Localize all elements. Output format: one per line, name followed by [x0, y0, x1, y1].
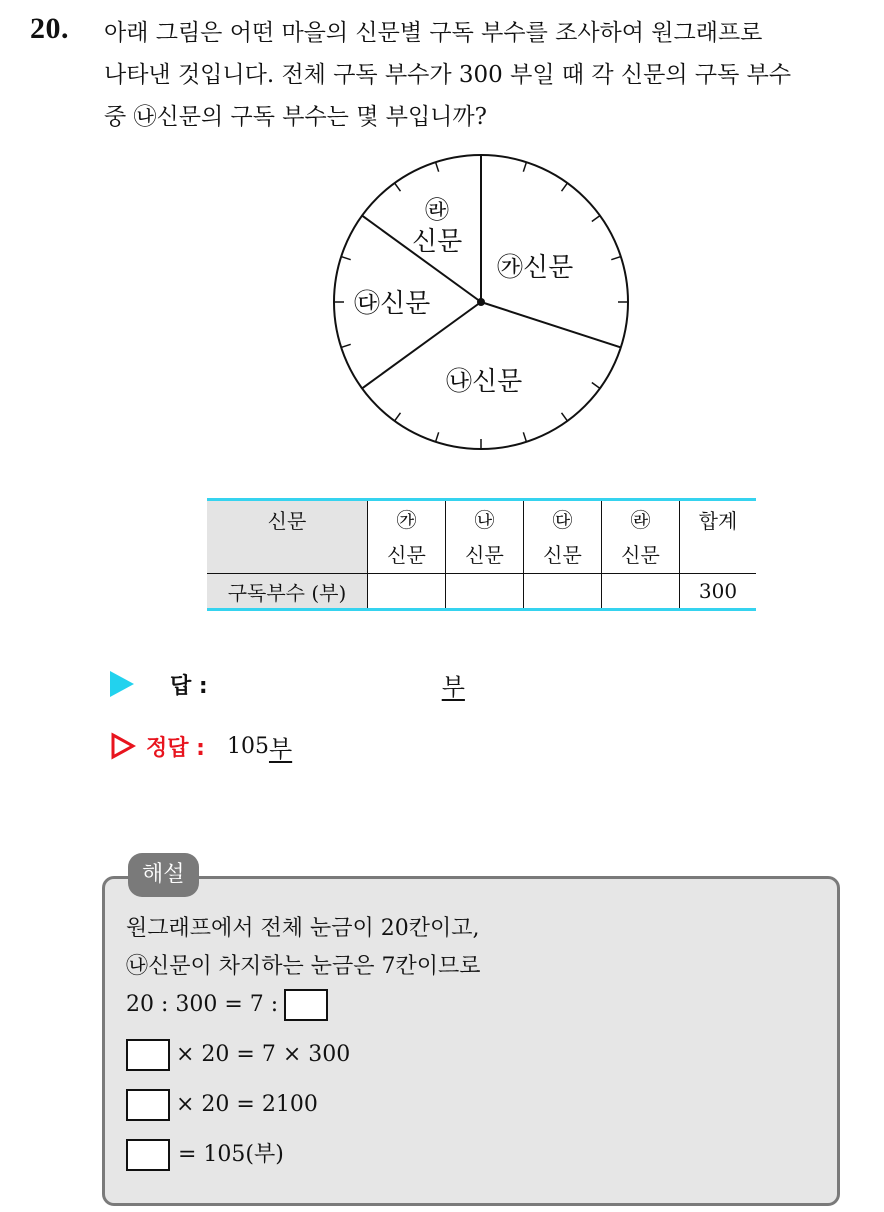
header-col-3: ㉰ 신문 [524, 500, 602, 574]
cell-col-2[interactable] [446, 574, 524, 610]
label-ra-mark: ㉱ [425, 196, 449, 224]
blank-box [126, 1139, 170, 1171]
graph-center [477, 298, 485, 306]
solution-line-2: ㉯신문이 차지하는 눈금은 7칸이므로 [126, 954, 481, 979]
solution-eq-4 [126, 1138, 284, 1172]
tick-mark [395, 413, 401, 421]
answer-arrow-icon [110, 671, 134, 697]
label-da: ㉰신문 [354, 289, 431, 319]
solution-eq-3 [126, 1088, 318, 1122]
question-line-2: 나타낸 것입니다. 전체 구독 부수가 300 부일 때 각 신문의 구독 부수 [104, 62, 792, 88]
label-ga: ㉮신문 [497, 253, 574, 283]
answer-unit: 부 [441, 672, 465, 701]
correct-unit: 부 [268, 734, 293, 763]
cell-col-1[interactable] [368, 574, 446, 610]
blank-box [126, 1039, 170, 1071]
table-row [207, 574, 756, 610]
correct-label: 정답 : [146, 735, 205, 761]
tick-mark [341, 344, 351, 347]
question-text [104, 12, 874, 138]
cell-total: 300 [698, 579, 738, 603]
header-newspaper: 신문 [207, 500, 368, 574]
solution-line-1: 원그래프에서 전체 눈금이 20칸이고, [126, 916, 480, 941]
answer-row [110, 666, 465, 702]
cell-col-4[interactable] [602, 574, 680, 610]
blank-box [284, 989, 328, 1021]
answer-label: 답 : [170, 673, 208, 699]
question-number: 20. [30, 12, 69, 45]
label-na: ㉯신문 [446, 367, 523, 397]
header-col-2: ㉯ 신문 [446, 500, 524, 574]
sector-boundaries [362, 155, 621, 388]
question-line-3: 중 ㉯신문의 구독 부수는 몇 부입니까? [104, 104, 487, 130]
eq4-text: = 105(부) [178, 1142, 284, 1167]
correct-answer-row [110, 728, 292, 764]
tick-mark [436, 432, 439, 442]
correct-number: 105 [226, 733, 269, 759]
eq2-text: × 20 = 7 × 300 [176, 1042, 351, 1067]
table-header-row [207, 500, 756, 574]
solution-eq-2 [126, 1038, 350, 1072]
circle-graph [300, 140, 640, 480]
label-ra-word: 신문 [412, 227, 463, 257]
tick-mark [562, 413, 568, 421]
tick-mark [436, 162, 439, 172]
tick-mark [592, 216, 600, 222]
tick-mark [341, 257, 351, 260]
blank-box [126, 1089, 170, 1121]
eq3-text: × 20 = 2100 [176, 1092, 318, 1117]
eq1-text: 20 : 300 = 7 : [126, 992, 279, 1017]
answer-blank[interactable] [208, 669, 442, 699]
cell-col-3[interactable] [524, 574, 602, 610]
tick-mark [395, 183, 401, 191]
tick-mark [562, 183, 568, 191]
tick-mark [523, 432, 526, 442]
tick-mark [523, 162, 526, 172]
sector-boundary-2 [481, 302, 621, 347]
tick-mark [592, 383, 600, 389]
solution-tag: 해설 [128, 853, 199, 897]
tick-mark [611, 257, 621, 260]
header-total: 합계 [680, 500, 757, 574]
question-line-1: 아래 그림은 어떤 마을의 신문별 구독 부수를 조사하여 원그래프로 [104, 20, 763, 46]
solution-eq-1 [126, 988, 328, 1022]
subscription-table [207, 498, 756, 611]
row-label: 구독부수 (부) [207, 574, 368, 610]
correct-arrow-icon [110, 732, 136, 760]
header-col-1: ㉮ 신문 [368, 500, 446, 574]
header-col-4: ㉱ 신문 [602, 500, 680, 574]
